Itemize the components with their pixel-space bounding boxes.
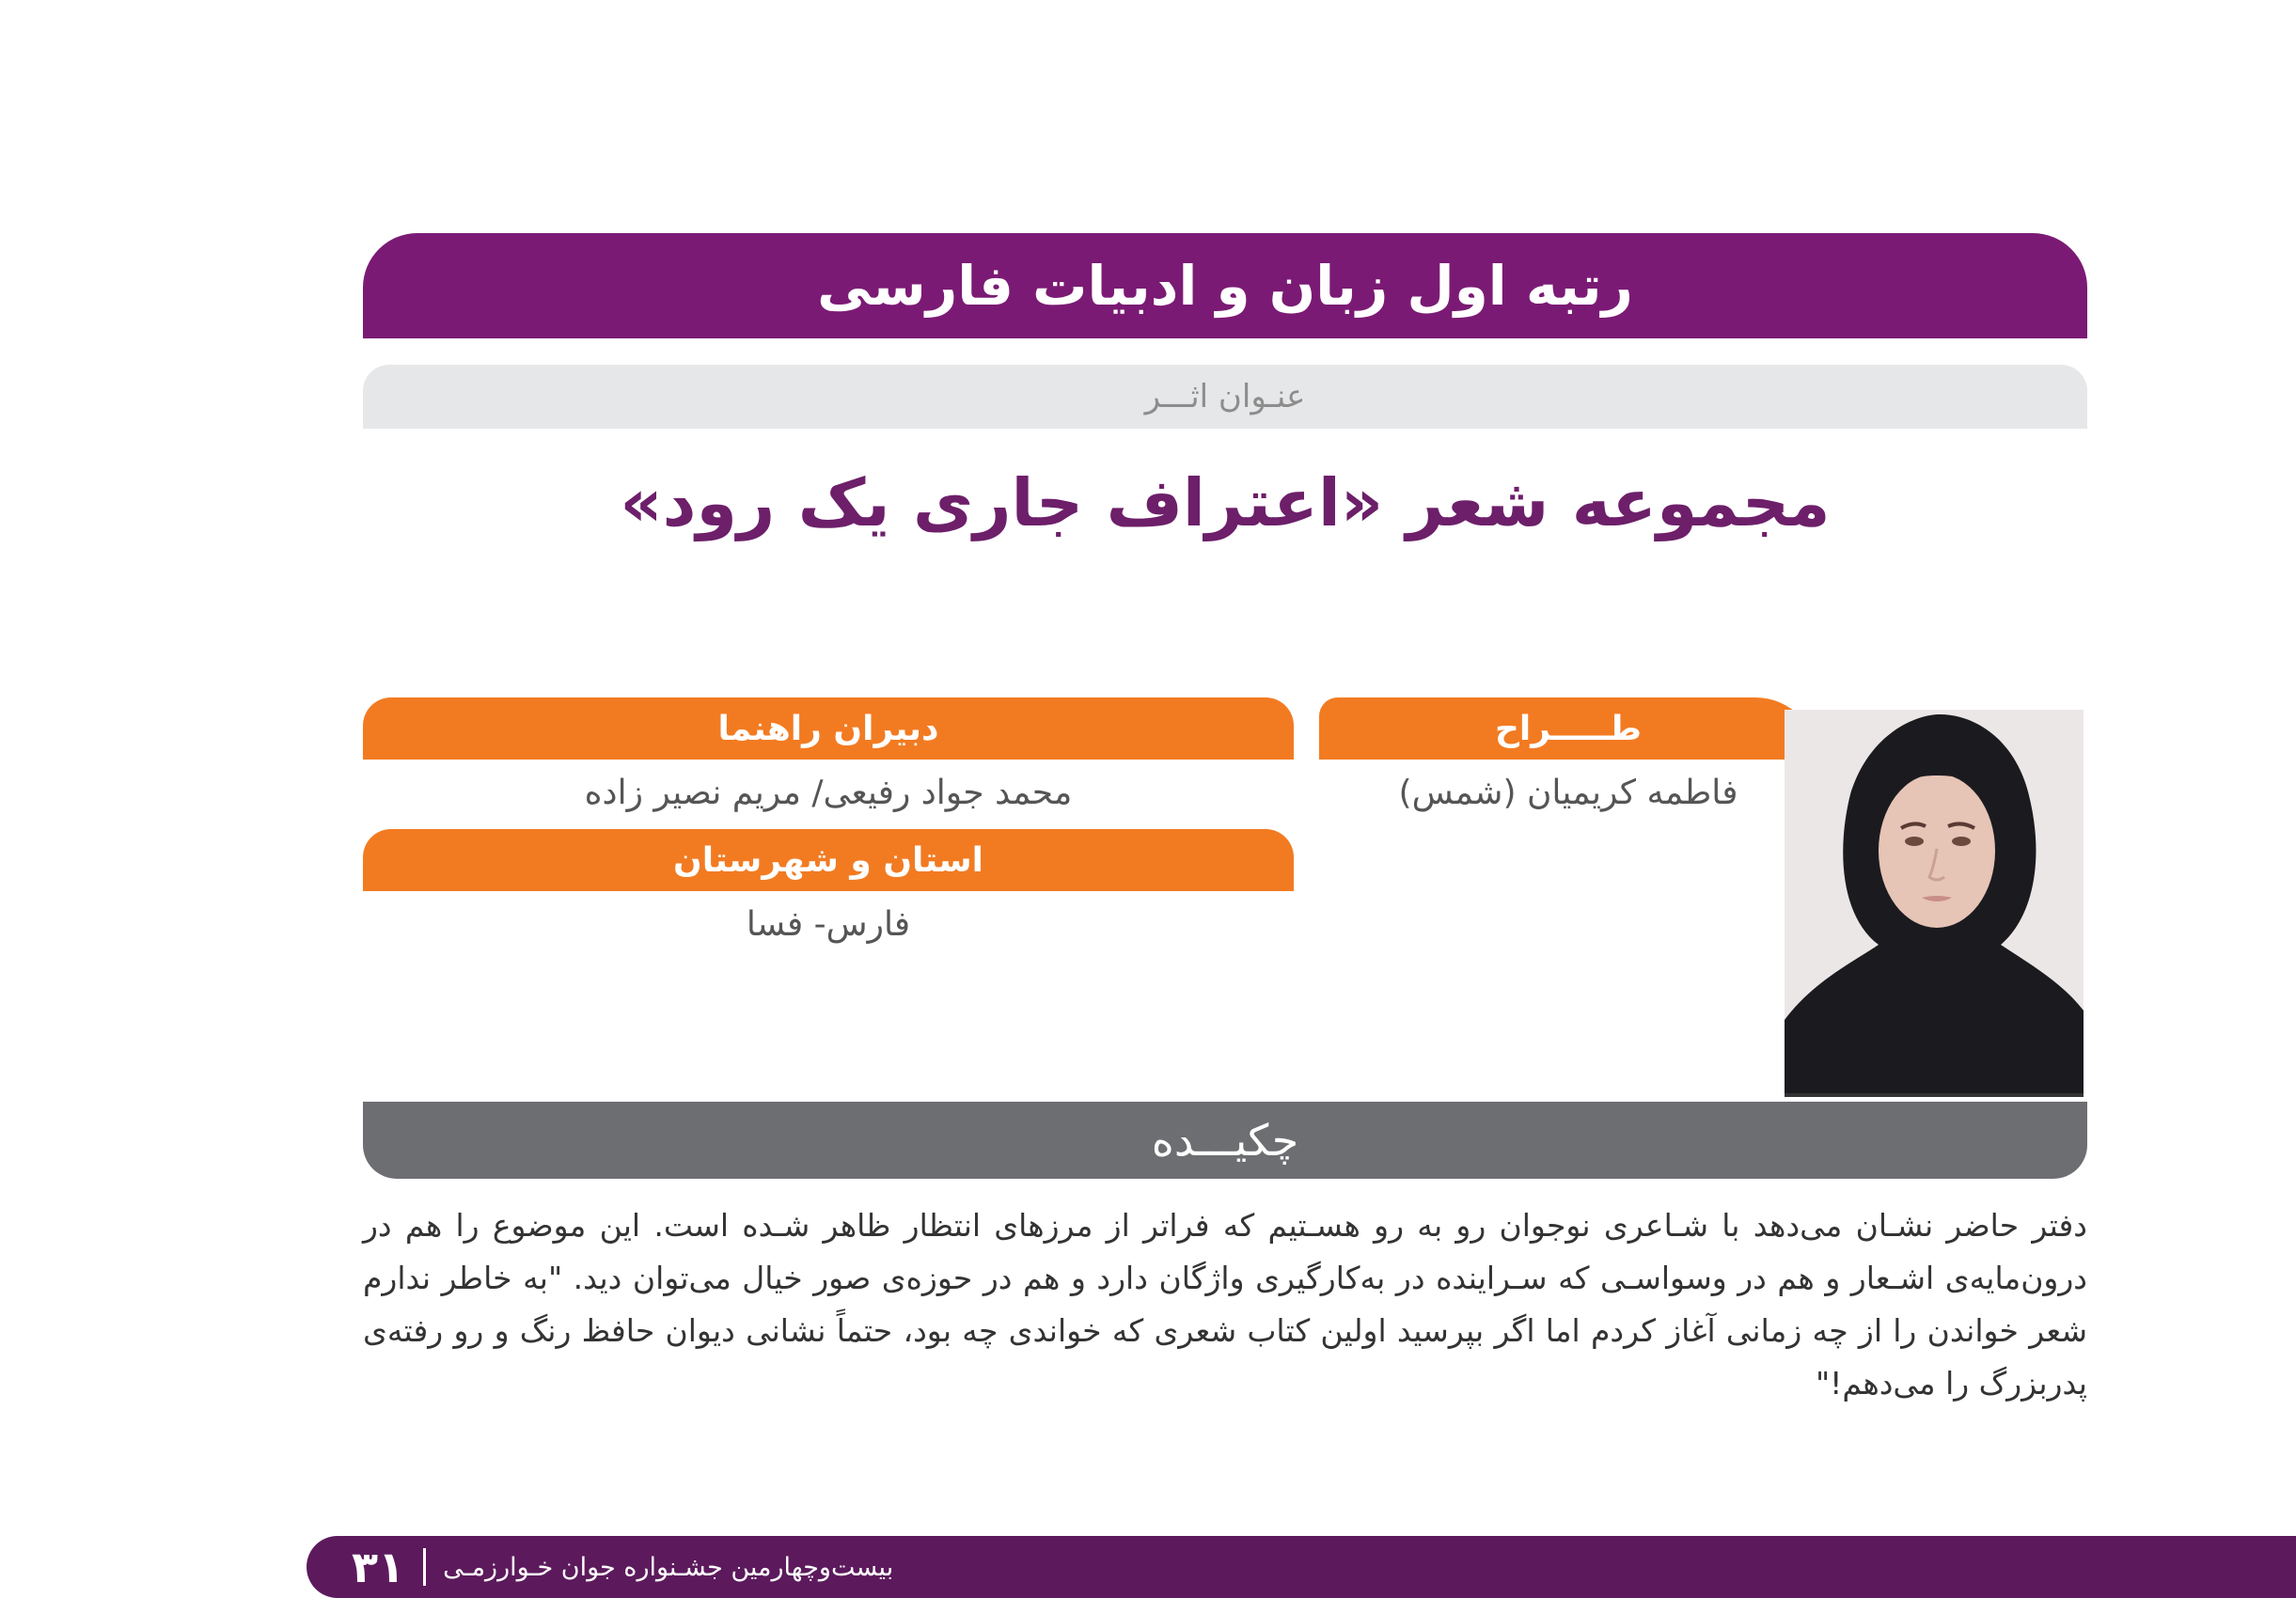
- abstract-body: دفتر حاضر نشـان می‌دهد با شـاعری نوجوان رو به رو هسـتیم که فراتر از مرزهای انتظار ظاهر شـده است. این موضوع را هم در درون‌مایه‌ی اشـعار و هم در وسواسـی که سـراینده در به‌کارگیری واژگان دارد و هم در حوزه‌ی صور خیال می‌توان دید. "به خاطر ندارم شعر خواندن را از چه زمانی آغاز کردم اما اگر بپرسید اولین کتاب شعری که خواندی چه بود، حتماً نشانی دیوان حافظ رنگ و رو رفته‌ی پدربزرگ را می‌دهم!": [363, 1207, 2087, 1402]
- advisors-label: دبیران راهنما: [717, 709, 939, 748]
- rank-banner: [363, 233, 2087, 338]
- footer-divider: [423, 1548, 426, 1586]
- province-header: [363, 829, 1294, 891]
- advisors-names: محمد جواد رفیعی/ مریم نصیر زاده: [584, 773, 1073, 812]
- rank-title: رتبه اول زبان و ادبیات فارسی: [817, 254, 1633, 318]
- abstract-label: چکیـــده: [1151, 1115, 1299, 1166]
- designer-name: فاطمه کریمیان (شمس): [1398, 773, 1738, 812]
- portrait-illustration: [1785, 710, 2084, 1093]
- work-label-bar: [363, 365, 2087, 429]
- abstract-header: [363, 1102, 2087, 1179]
- province-value: فارس- فسا: [746, 904, 911, 944]
- work-label: عنـوان اثـــر: [1144, 378, 1306, 415]
- advisors-header: [363, 697, 1294, 760]
- page-number: ۳۱: [352, 1542, 405, 1592]
- work-title: مجموعه شعر «اعتراف جاری یک رود»: [620, 464, 1831, 541]
- province-label: استان و شهرستان: [672, 840, 984, 880]
- footer-bar: [307, 1536, 2296, 1598]
- designer-header: [1319, 697, 1817, 760]
- footer-text: بیست‌وچهارمین جشـنواره جوان خـوارزمـی: [443, 1552, 894, 1582]
- designer-photo: [1785, 710, 2084, 1097]
- designer-label: طـــــراح: [1494, 709, 1643, 748]
